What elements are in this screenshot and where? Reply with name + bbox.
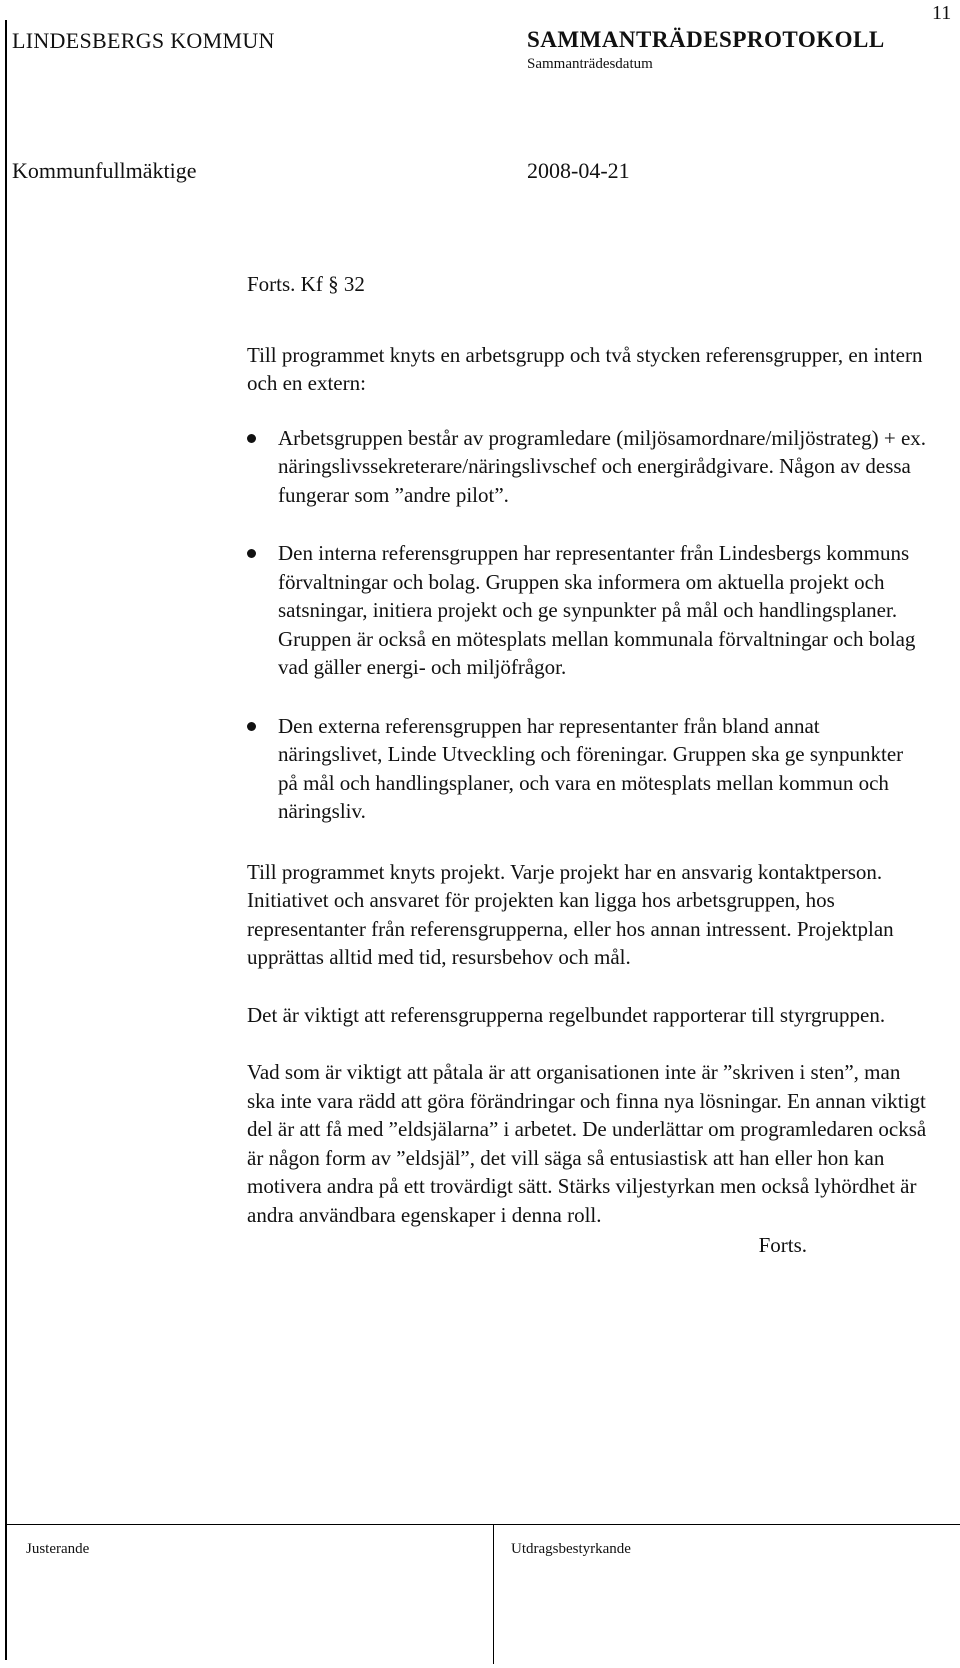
- list-item: [247, 424, 927, 510]
- continued-marker: Forts.: [758, 1233, 807, 1257]
- bullet-icon: [247, 434, 256, 443]
- group-list: [247, 424, 927, 826]
- projects-paragraph: Till programmet knyts projekt. Varje projekt har en ansvarig kontaktperson. Initiativet och ansvaret för projekten kan ligga hos arbetsgruppen, hos representanter från referensgrupperna, eller hos annan intressent. Projektplan upprättas alltid med tid, resursbehov och mål.: [247, 859, 894, 969]
- decision-body: Kommunfullmäktige: [12, 158, 197, 183]
- list-item-text: Den interna referensgruppen har representanter från Lindesbergs kommuns förvaltningar och bolag. Gruppen ska informera om aktuella projekt och satsningar, initiera projekt och ge synpunkter på mål och handlingsplaner. Gruppen är också en mötesplats mellan kommunala förvaltningar och bolag vad gäller energi- och miljöfrågor.: [278, 541, 916, 679]
- document-body: [247, 270, 927, 1260]
- list-item: [247, 539, 927, 682]
- left-margin-rule: [5, 20, 7, 1660]
- section-reference: Forts. Kf § 32: [247, 272, 365, 296]
- footer-rule: [5, 1524, 960, 1525]
- footer-divider: [493, 1524, 494, 1664]
- meeting-date: 2008-04-21: [527, 158, 630, 183]
- signature-box-justerande: Justerande: [26, 1541, 90, 1557]
- bullet-icon: [247, 722, 256, 731]
- page-number: 11: [932, 2, 952, 24]
- intro-paragraph: Till programmet knyts en arbetsgrupp och två stycken referensgrupper, en intern och en extern:: [247, 342, 923, 395]
- bullet-icon: [247, 549, 256, 558]
- reporting-paragraph: Det är viktigt att referensgrupperna regelbundet rapporterar till styrgruppen.: [247, 1002, 886, 1027]
- organisation-paragraph: Vad som är viktigt att påtala är att organisationen inte är ”skriven i sten”, man ska inte vara rädd att göra förändringar och finna nya lösningar. En annan viktigt del är att få med ”eldsjälarna” i arbetet. De underlättar om programledaren också är någon form av ”eldsjäl”, det vill säga så entusiastisk att han eller hon kan motivera andra på ett trovärdigt sätt. Stärks viljestyrkan men också lyhördhet är andra användbara egenskaper i denna roll.: [247, 1060, 927, 1227]
- list-item-text: Arbetsgruppen består av programledare (miljösamordnare/miljöstrateg) + ex. näringslivssekreterare/näringslivschef och energirådgivare. Någon av dessa fungerar som ”andre pilot”.: [278, 425, 927, 507]
- meeting-date-label: Sammanträdesdatum: [527, 56, 653, 72]
- list-item: [247, 712, 927, 826]
- signature-box-utdragsbestyrkande: Utdragsbestyrkande: [511, 1541, 631, 1557]
- list-item-text: Den externa referensgruppen har representanter från bland annat näringslivet, Linde Utveckling och föreningar. Gruppen ska ge synpunkter på mål och handlingsplaner, och vara en mötesplats mellan kommun och näringsliv.: [278, 713, 904, 823]
- protocol-title: SAMMANTRÄDESPROTOKOLL: [527, 27, 885, 52]
- municipality-name: LINDESBERGS KOMMUN: [12, 28, 275, 53]
